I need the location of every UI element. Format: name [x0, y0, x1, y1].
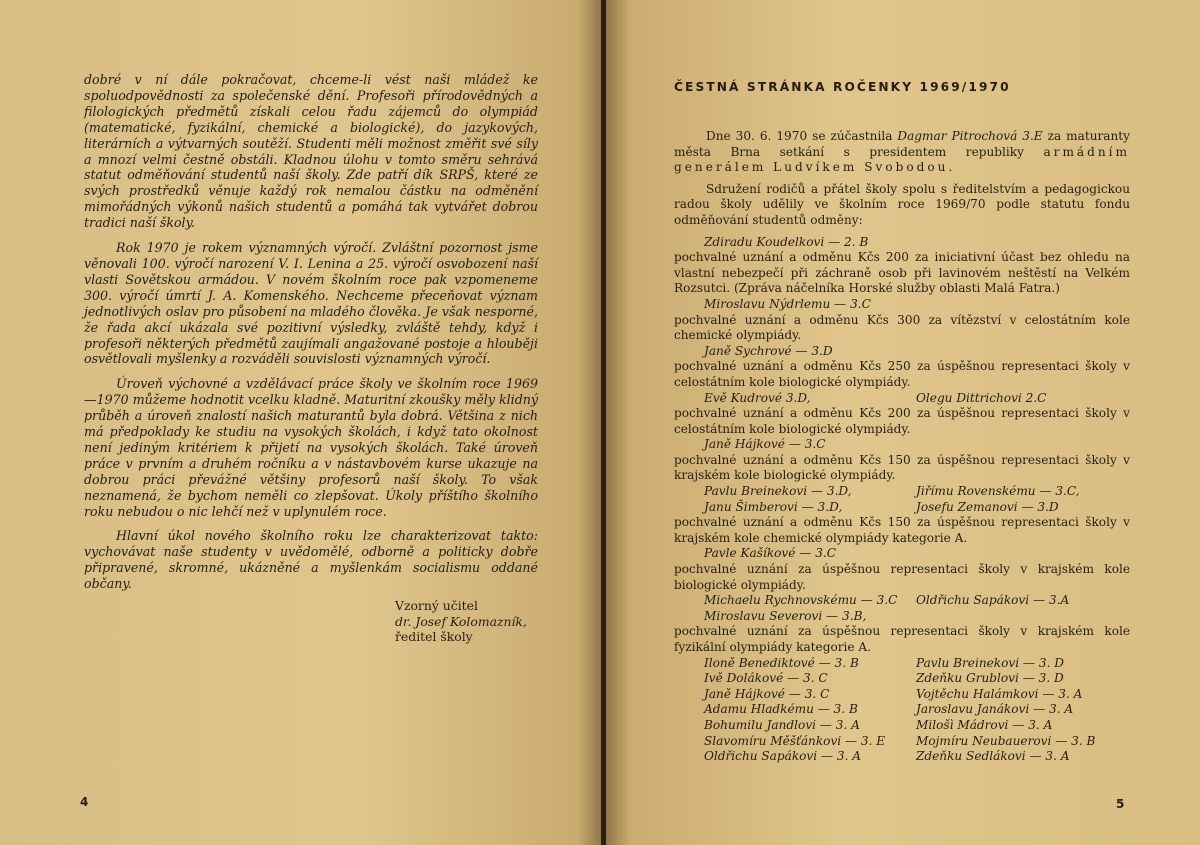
award-name: Josefu Zemanovi — 3.D: [916, 499, 1059, 514]
signature-block: [395, 598, 527, 645]
award-name: Olegu Dittrichovi 2.C: [916, 390, 1047, 405]
intro-president: armádním generálem Ludvíkem Svobodou.: [674, 144, 1130, 175]
award-name: Miroslavu Nýdrlemu — 3.C: [704, 296, 871, 311]
award-name: Zdiradu Koudelkovi — 2. B: [704, 234, 869, 249]
intro-student-name: Dagmar Pitrochová 3.E: [897, 129, 1043, 143]
award-names-row: [674, 391, 1130, 407]
award-names-row: [674, 500, 1130, 516]
award-names-row: [674, 484, 1130, 500]
paragraph-3: Úroveň výchovné a vzdělávací práce školy ve školním roce 1969—1970 můžeme hodnotit vcelku kladně. Maturitní zkoušky měly klidný průběh a úroveň znalostí našich maturantů byla dobrá. Většina z nich má předpoklady ke studiu na vysokých školách, i když tato okolnost není jediným kritériem k přijetí na vysokých školách. Také úroveň práce v prvním a druhém ročníku a v nástavbovém kurse ukazuje na dobrou práci převážné většiny profesorů naší školy. To však neznamená, že bychom neměli co zlepšovat. Úkoly příštího školního roku nebudou o nic lehčí než v uplynulém roce.: [84, 376, 538, 519]
student-name: Zdeňku Sedlákovi — 3. A: [916, 749, 1070, 764]
award-text: pochvalné uznání za úspěšnou representaci školy v krajském kole fyzikální olympiády kategorie A.: [674, 624, 1130, 654]
intro-text-1: Dne 30. 6. 1970 se zúčastnila: [706, 129, 898, 143]
final-names-row: [674, 656, 1130, 672]
award-text: pochvalné uznání a odměnu Kčs 150 za úspěšnou representaci školy v krajském kole chemické olympiády kategorie A.: [674, 515, 1130, 545]
final-names-row: [674, 671, 1130, 687]
final-names-row: [674, 702, 1130, 718]
final-names-row: [674, 718, 1130, 734]
student-name: Jaroslavu Janákovi — 3. A: [916, 702, 1074, 717]
intro-paragraph: [674, 129, 1130, 176]
paragraph-1: dobré v ní dále pokračovat, chceme-li vést naši mládež ke spoluodpovědnosti za společenské dění. Profesoři přírodovědných a filologických předmětů získali celou řadu zájemců do olympiád (matematické, fyzikální, chemické a biologické), do jazykových, literárních a výtvarných soutěží. Studenti měli možnost změřit své síly a mnozí velmi čestně obstáli. Kladnou úlohu v tomto směru sehrává statut odměňování studentů naší školy. Zde patří dík SRPŠ, které ze svých prostředků věnuje každý rok nemalou částku na odměnění mimořádných výkonů našich studentů a pomáhá tak vytvářet dobrou tradici naší školy.: [84, 72, 538, 231]
student-name: Pavlu Breinekovi — 3. D: [916, 655, 1064, 670]
award-text: pochvalné uznání a odměnu Kčs 300 za vítězství v celostátním kole chemické olympiády.: [674, 312, 1130, 343]
student-name: Oldřichu Sapákovi — 3. A: [704, 749, 862, 764]
award-name: Michaelu Rychnovskému — 3.C: [704, 593, 898, 608]
paragraph-2: Rok 1970 je rokem významných výročí. Zvláštní pozornost jsme věnovali 100. výročí narození V. I. Lenina a 25. výročí osvobození naší vlasti Sovětskou armádou. V novém školním roce pak vzpomeneme 300. výročí úmrtí J. A. Komenského. Nechceme přeceňovat význam jednotlivých oslav pro působení na mladého člověka. Je však nesporné, že řada akcí ukázala své pozitivní výsledky, zvláště tehdy, když i profesoři některých předmětů zaujímali angažované postoje a hlouběji osvětlovali myšlenky a rozváděli souvislosti významných výročí.: [84, 240, 538, 367]
signature-title: Vzorný učitel: [395, 598, 478, 613]
student-name: Milošì Mádrovi — 3. A: [916, 717, 1053, 732]
left-page-text: [84, 72, 538, 601]
signature-name: dr. Josef Kolomazník,: [395, 613, 527, 629]
student-name: Bohumilu Jandlovi — 3. A: [704, 717, 860, 732]
student-name: Iloně Benediktové — 3. B: [704, 655, 859, 670]
student-name: Mojmíru Neubauerovi — 3. B: [916, 733, 1096, 748]
award-name: Evě Kudrové 3.D,: [704, 390, 811, 405]
page-heading: ČESTNÁ STRÁNKA ROČENKY 1969/1970: [674, 80, 1011, 94]
right-page: [606, 0, 1200, 845]
student-name: Janě Hájkové — 3. C: [704, 686, 830, 701]
award-name: Jiřímu Rovenskému — 3.C,: [916, 484, 1080, 499]
award-text: pochvalné uznání a odměnu Kčs 250 za úspěšnou representaci školy v celostátním kole biologické olympiády.: [674, 359, 1130, 389]
paragraph-4: Hlavní úkol nového školního roku lze charakterizovat takto: vychovávat naše studenty v uvědomělé, odborně a politicky dobře připravené, skromné, ukázněné a myšlenkám socialismu oddané občany.: [84, 528, 538, 592]
final-names-row: [674, 734, 1130, 750]
page-number-left: 4: [80, 795, 89, 809]
award-names-row: [674, 593, 1130, 609]
signature-role: ředitel školy: [395, 629, 473, 645]
award-text: pochvalné uznání a odměnu Kčs 200 za úspěšnou representaci školy v celostátním kole biologické olympiády.: [674, 406, 1130, 436]
final-names-row: [674, 749, 1130, 765]
student-name: Slavomíru Měšťánkovi — 3. E: [704, 733, 886, 748]
award-text: pochvalné uznání za úspěšnou representaci školy v krajském kole biologické olympiády.: [674, 562, 1130, 592]
award-name: Pavlu Breinekovi — 3.D,: [704, 484, 852, 499]
page-number-right: 5: [1116, 797, 1125, 811]
award-name: Oldřichu Sapákovi — 3.A: [916, 593, 1070, 608]
award-name: Pavle Kašíkové — 3.C: [704, 546, 836, 561]
award-text: pochvalné uznání a odměnu Kčs 200 za iniciativní účast bez ohledu na vlastní nebezpečí při záchraně osob při lavinovém neštěstí na Velkém Rozsutci. (Zpráva náčelníka Horské služby oblasti Malá Fatra.): [674, 250, 1130, 296]
funding-paragraph: Sdružení rodičů a přátel školy spolu s ředitelstvím a pedagogickou radou školy udělily ve školním roce 1969/70 podle statutu fondu odměňování studentů odměny:: [674, 181, 1130, 227]
award-name: Janě Hájkové — 3.C: [704, 437, 826, 452]
award-text: pochvalné uznání a odměnu Kčs 150 za úspěšnou representaci školy v krajském kole biologické olympiády.: [674, 452, 1130, 483]
final-names-row: [674, 687, 1130, 703]
student-name: Adamu Hladkému — 3. B: [704, 702, 858, 717]
right-page-text: [674, 129, 1130, 765]
student-name: Vojtěchu Halámkovi — 3. A: [916, 686, 1083, 701]
award-name: Janu Šimberovi — 3.D,: [704, 499, 843, 514]
award-name: Janě Sychrové — 3.D: [704, 343, 833, 358]
student-name: Zdeňku Grublovi — 3. D: [916, 671, 1064, 686]
student-name: Ivě Dolákové — 3. C: [704, 671, 828, 686]
intro-text-2: za maturanty města Brna setkání s presidentem republiky: [674, 129, 1130, 159]
award-name: Miroslavu Severovi — 3.B,: [704, 608, 867, 623]
